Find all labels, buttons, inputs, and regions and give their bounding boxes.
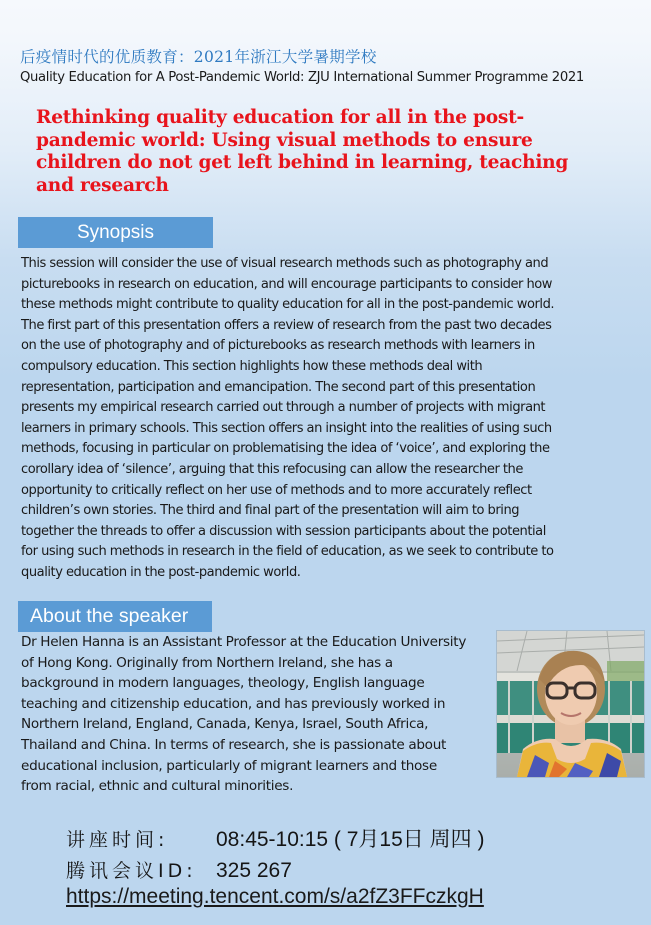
synopsis-line: for using such methods in research in the field of education, as we seek to contribute to — [21, 544, 554, 560]
speaker-photo — [496, 630, 645, 778]
synopsis-line: picturebooks in research on education, and will encourage participants to consider how — [21, 276, 553, 292]
synopsis-line: children’s own stories. The third and final part of the presentation will aim to bring — [21, 503, 520, 519]
speaker-bio-line: of Hong Kong. Originally from Northern Ireland, she has a — [21, 654, 393, 671]
speaker-bio — [21, 632, 496, 797]
synopsis-line: these methods might contribute to quality education for all in the post-pandemic world. — [21, 297, 555, 313]
speaker-bio-line: Thailand and China. In terms of research, she is passionate about — [21, 736, 447, 753]
speaker-bio-line: background in modern languages, theology, English language — [21, 675, 425, 692]
meeting-id-label: 腾讯会议ID: — [66, 860, 197, 882]
english-programme-title: Quality Education for A Post-Pandemic World: ZJU International Summer Programme 2021 — [20, 70, 584, 85]
talk-title-line: Rethinking quality education for all in the post- — [36, 107, 524, 128]
synopsis-line: learners in primary schools. This section offers an insight into the realities of using such — [21, 420, 552, 436]
synopsis-line: compulsory education. This section highlights how these methods deal with — [21, 358, 483, 374]
meeting-link[interactable]: https://meeting.tencent.com/s/a2fZ3FFczkgH — [66, 885, 484, 908]
speaker-bio-line: educational inclusion, particularly of migrant learners and those — [21, 757, 437, 774]
synopsis-line: presents my empirical research carried out through a number of projects with migrant — [21, 400, 546, 416]
lecture-time-row — [66, 823, 484, 853]
talk-title-line: pandemic world: Using visual methods to ensure — [36, 129, 533, 151]
meeting-id-value: 325 267 — [216, 859, 292, 882]
chinese-programme-title: 后疫情时代的优质教育：2021年浙江大学暑期学校 — [20, 48, 377, 66]
speaker-bio-line: Dr Helen Hanna is an Assistant Professor at the Education University — [21, 634, 467, 650]
synopsis-text — [21, 254, 636, 584]
synopsis-line: quality education in the post-pandemic world. — [21, 564, 301, 580]
synopsis-line: on the use of photography and of picturebooks as research methods with learners in — [21, 338, 535, 354]
speaker-bio-line: teaching and citizenship education, and has previously worked in — [21, 695, 446, 712]
synopsis-line: methods, focusing in particular on problematising the idea of ‘voice’, and exploring the — [21, 441, 550, 457]
synopsis-line: The first part of this presentation offers a review of research from the past two decades — [21, 317, 552, 333]
synopsis-line: opportunity to critically reflect on her use of methods and to more accurately reflect — [21, 482, 532, 498]
speaker-bio-line: Northern Ireland, England, Canada, Kenya, Israel, South Africa, — [21, 716, 429, 733]
synopsis-heading: Synopsis — [18, 217, 213, 248]
lecture-time-value: 08:45-10:15 ( 7月15日 周四 ) — [216, 828, 485, 851]
talk-title-line: children do not get left behind in learning, teaching — [36, 152, 569, 174]
speaker-portrait-icon — [497, 631, 644, 777]
speaker-bio-line: from racial, ethnic and cultural minorities. — [21, 778, 294, 795]
synopsis-line: corollary idea of ‘silence’, arguing that this refocusing can allow the researcher the — [21, 461, 523, 477]
talk-title-line: and research — [36, 174, 169, 196]
talk-title — [36, 107, 636, 197]
meeting-id-row — [66, 856, 292, 883]
about-speaker-heading: About the speaker — [18, 601, 212, 632]
lecture-time-label: 讲座时间: — [66, 829, 169, 851]
synopsis-line: together the threads to offer a discussion with session participants about the potential — [21, 523, 546, 539]
synopsis-line: representation, participation and emancipation. The second part of this presentation — [21, 379, 536, 395]
synopsis-line: This session will consider the use of visual research methods such as photography and — [21, 256, 549, 271]
